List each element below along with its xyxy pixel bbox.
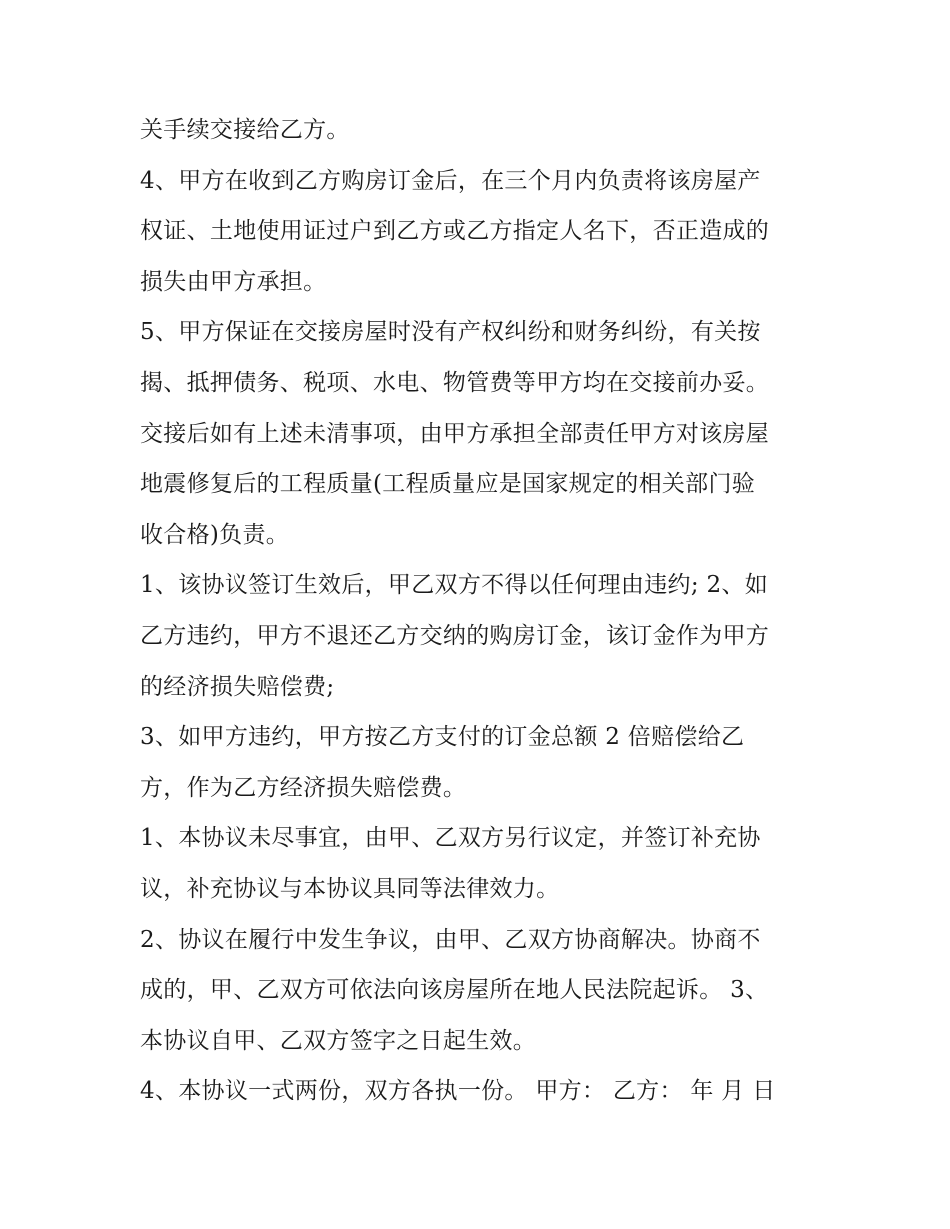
text-line: 1、本协议未尽事宜，由甲、乙双方另行议定，并签订补充协 xyxy=(140,825,761,852)
text-line: 地震修复后的工程质量(工程质量应是国家规定的相关部门验 xyxy=(140,471,756,498)
text-line: 交接后如有上述未清事项，由甲方承担全部责任甲方对该房屋 xyxy=(140,420,770,447)
text-line: 成的，甲、乙双方可依法向该房屋所在地人民法院起诉。 3、 xyxy=(140,977,769,1004)
text-line: 揭、抵押债务、税项、水电、物管费等甲方均在交接前办妥。 xyxy=(140,369,770,396)
text-line: 5、甲方保证在交接房屋时没有产权纠纷和财务纠纷，有关按 xyxy=(140,319,761,346)
text-line: 本协议自甲、乙双方签字之日起生效。 xyxy=(140,1027,537,1054)
text-line: 2、协议在履行中发生争议，由甲、乙双方协商解决。协商不 xyxy=(140,926,761,953)
text-line: 的经济损失赔偿费; xyxy=(140,673,335,700)
text-line: 议，补充协议与本协议具同等法律效力。 xyxy=(140,875,560,902)
text-line: 权证、土地使用证过户到乙方或乙方指定人名下，否正造成的 xyxy=(140,218,770,245)
text-line: 关手续交接给乙方。 xyxy=(140,117,350,143)
text-line: 损失由甲方承担。 xyxy=(140,268,327,295)
text-line: 4、本协议一式两份，双方各执一份。 甲方： 乙方： 年 月 日 xyxy=(140,1078,776,1105)
text-line: 收合格)负责。 xyxy=(140,521,290,548)
text-line: 4、甲方在收到乙方购房订金后，在三个月内负责将该房屋产 xyxy=(140,167,761,194)
text-line: 乙方违约，甲方不退还乙方交纳的购房订金，该订金作为甲方 xyxy=(140,622,770,649)
text-line: 3、如甲方违约，甲方按乙方支付的订金总额 2 倍赔偿给乙 xyxy=(140,724,745,751)
document-body xyxy=(140,105,820,1117)
text-line: 方，作为乙方经济损失赔偿费。 xyxy=(140,774,467,801)
text-line: 1、该协议签订生效后，甲乙双方不得以任何理由违约; 2、如 xyxy=(140,572,769,599)
